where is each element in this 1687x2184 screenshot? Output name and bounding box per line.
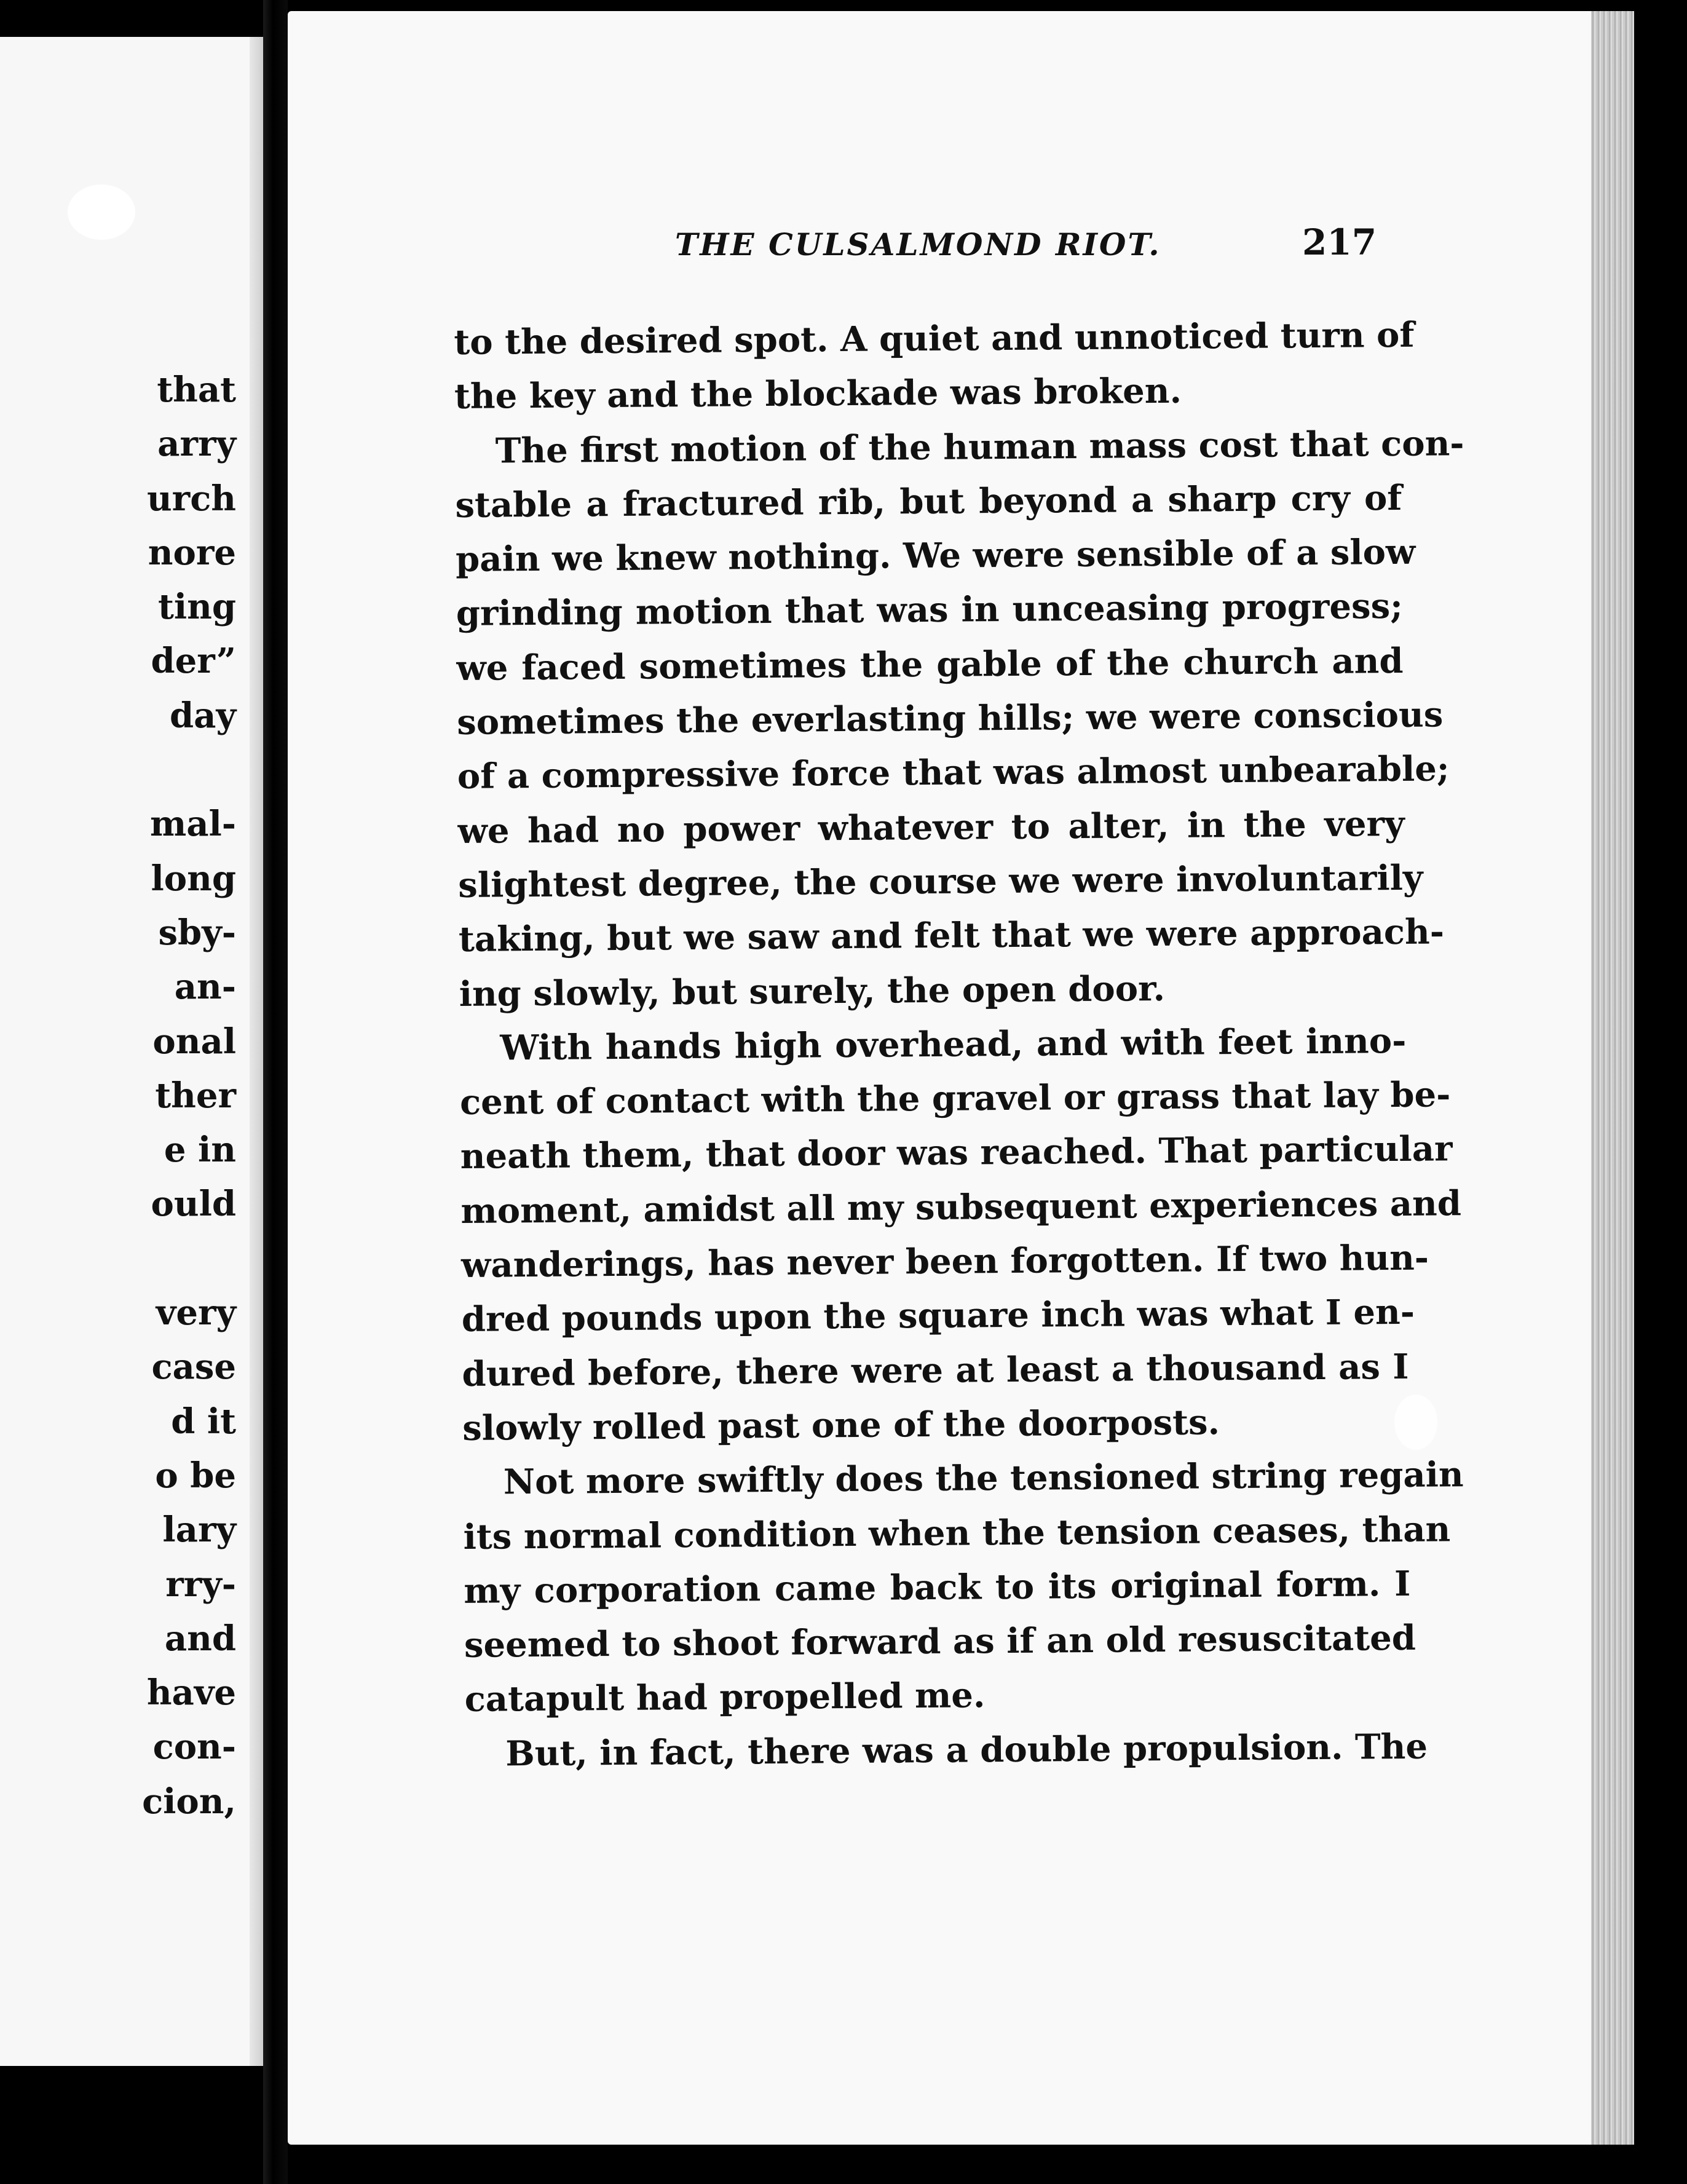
body-text <box>454 308 1464 1781</box>
text-line: moment, amidst all my subsequent experiences and <box>460 1182 1462 1232</box>
text-line: cent of contact with the gravel or grass that lay be- <box>459 1074 1451 1123</box>
page-number: 217 <box>1302 221 1377 263</box>
previous-page-line: that <box>157 370 236 410</box>
previous-page-line: rry- <box>165 1564 236 1605</box>
text-line: stable a fractured rib, but beyond a sharp cry of <box>455 477 1402 526</box>
text-line: its normal condition when the tension ceases, than <box>463 1508 1451 1557</box>
text-line: With hands high overhead, and with feet inno- <box>500 1020 1407 1069</box>
scan-artifact-speck <box>68 184 135 240</box>
previous-page <box>0 37 263 2066</box>
previous-page-text-column <box>142 363 236 1829</box>
text-line: But, in fact, there was a double propulsion. The <box>505 1726 1428 1775</box>
page-stack-edge <box>1591 11 1634 2145</box>
text-line: dred pounds upon the square inch was what I en- <box>461 1292 1415 1340</box>
previous-page-line: mal- <box>149 804 236 845</box>
text-line: slightest degree, the course we were involuntarily <box>458 857 1423 906</box>
previous-page-line: sby- <box>158 912 236 953</box>
text-line: wanderings, has never been forgotten. If two hun- <box>460 1237 1429 1286</box>
previous-page-line: very <box>156 1292 236 1334</box>
text-line: of a compressive force that was almost unbearable; <box>457 748 1450 797</box>
previous-page-line: day <box>170 695 236 736</box>
previous-page-line: have <box>146 1672 236 1714</box>
text-line: taking, but we saw and felt that we were approach- <box>458 911 1445 960</box>
text-line: sometimes the everlasting hills; we were conscious <box>456 694 1444 743</box>
previous-page-line: onal <box>152 1021 236 1062</box>
previous-page-line: con- <box>152 1727 236 1768</box>
previous-page-line <box>142 743 236 797</box>
text-line: neath them, that door was reached. That particular <box>460 1128 1453 1177</box>
previous-page-line: lary <box>162 1509 236 1551</box>
text-line: seemed to shoot forward as if an old resuscitated <box>464 1617 1416 1666</box>
book-gutter <box>263 0 288 2184</box>
text-line: pain we knew nothing. We were sensible of a slow <box>455 531 1416 580</box>
previous-page-line: case <box>151 1347 236 1388</box>
text-line: Not more swiftly does the tensioned string regain <box>503 1454 1464 1503</box>
text-line: ing slowly, but surely, the open door. <box>459 968 1166 1015</box>
previous-page-line: cion, <box>142 1781 236 1822</box>
text-line: catapult had propelled me. <box>464 1675 986 1720</box>
previous-page-line: ther <box>155 1075 236 1116</box>
previous-page-line: and <box>164 1618 236 1659</box>
running-head: THE CULSALMOND RIOT. <box>675 226 1161 263</box>
scan-artifact-speck <box>1394 1395 1437 1450</box>
text-line: slowly rolled past one of the doorposts. <box>462 1402 1220 1449</box>
previous-page-line: urch <box>146 478 236 519</box>
text-line: we had no power whatever to alter, in the very <box>457 803 1405 852</box>
previous-page-line: an- <box>174 967 236 1008</box>
text-line: we faced sometimes the gable of the church and <box>456 640 1404 689</box>
previous-page-line: d it <box>171 1401 236 1442</box>
previous-page-line: der” <box>151 641 236 682</box>
text-line: The first motion of the human mass cost that con- <box>495 422 1464 472</box>
previous-page-line: arry <box>157 424 236 465</box>
text-line: grinding motion that was in unceasing progress; <box>456 586 1404 635</box>
previous-page-line: e in <box>164 1130 236 1171</box>
text-line: my corporation came back to its original form. I <box>464 1563 1411 1612</box>
text-line: the key and the blockade was broken. <box>454 371 1182 417</box>
current-page <box>288 11 1634 2145</box>
previous-page-line: long <box>151 858 236 899</box>
page-fold-shadow <box>250 37 263 2066</box>
text-line: to the desired spot. A quiet and unnoticed turn of <box>454 314 1415 363</box>
previous-page-line: ting <box>157 587 236 628</box>
previous-page-line <box>142 1232 236 1286</box>
text-line: dured before, there were at least a thousand as I <box>462 1346 1409 1395</box>
previous-page-line: ould <box>151 1184 236 1225</box>
previous-page-line: nore <box>148 532 236 573</box>
previous-page-line: o be <box>155 1455 236 1496</box>
